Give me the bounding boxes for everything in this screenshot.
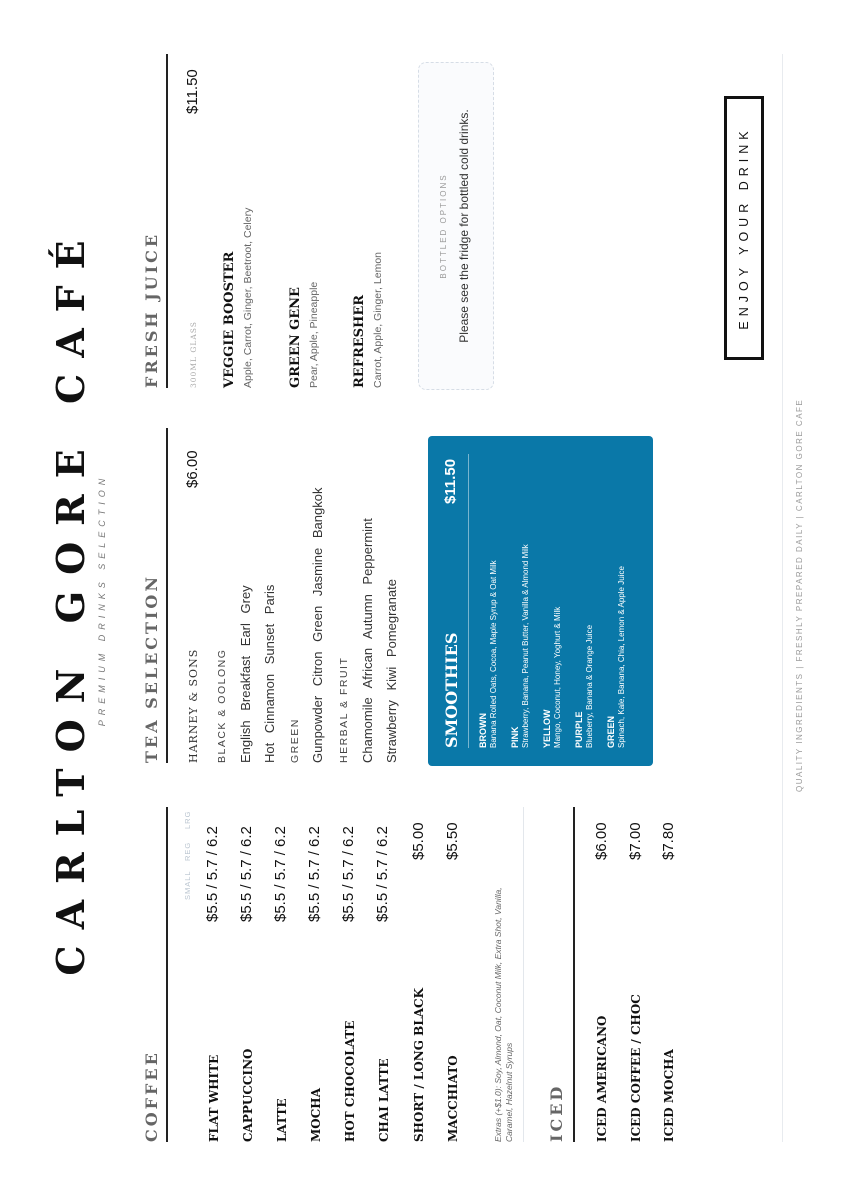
coffee-single-name: SHORT / LONG BLACK (412, 987, 426, 1142)
tea-category-items: Chamomile African Autumn Peppermint (360, 518, 375, 763)
coffee-divider (523, 807, 524, 1142)
juice-heading: FRESH JUICE (142, 231, 161, 388)
bottled-options-label: BOTTLED OPTIONS (439, 173, 448, 279)
coffee-extras-line: Caramel, Hazelnut Syrups (504, 1042, 514, 1142)
coffee-single-price: $5.00 (410, 822, 427, 860)
juice-item-ingredients: Carrot, Apple, Ginger, Lemon (372, 252, 384, 388)
juice-item-ingredients: Apple, Carrot, Ginger, Beetroot, Celery (242, 207, 254, 388)
smoothie-ingredients: Spinach, Kale, Banana, Chia, Lemon & Apple Juice (617, 566, 626, 748)
tea-category-label: HERBAL & FRUIT (338, 656, 350, 763)
tea-rule (166, 428, 168, 763)
tea-category-items: English Breakfast Earl Grey (238, 585, 253, 763)
juice-item-ingredients: Pear, Apple, Pineapple (308, 281, 320, 388)
tea-category-items: Gunpowder Citron Green Jasmine Bangkok (310, 487, 325, 763)
iced-item-price: $7.00 (627, 822, 644, 860)
tea-category-items: Hot Cinnamon Sunset Paris (262, 584, 277, 763)
coffee-single-name: MACCHIATO (446, 1055, 460, 1142)
juice-price: $11.50 (184, 69, 201, 114)
smoothies-rule (468, 454, 469, 748)
smoothie-ingredients: Blueberry, Banana & Orange Juice (585, 624, 594, 748)
smoothie-name: YELLOW (542, 709, 552, 748)
bottled-options-text: Please see the fridge for bottled cold drinks. (457, 109, 471, 343)
juice-glass-size: 300ML GLASS (189, 321, 198, 388)
iced-item-name: ICED COFFEE / CHOC (629, 994, 643, 1142)
tea-brand: HARNEY & SONS (187, 648, 200, 763)
smoothie-ingredients: Banana Rolled Oats, Cocoa, Maple Syrup & Oat Milk (489, 560, 498, 748)
juice-item-name: GREEN GENE (288, 287, 303, 388)
smoothies-panel (428, 436, 653, 766)
coffee-item-price: $5.5 / 5.7 / 6.2 (204, 826, 221, 922)
smoothie-ingredients: Mango, Coconut, Honey, Yoghurt & Milk (553, 606, 562, 748)
coffee-item-name: CHAI LATTE (377, 1058, 391, 1142)
smoothies-price: $11.50 (442, 458, 459, 504)
size-label-small: SMALL (183, 870, 192, 900)
coffee-item-name: MOCHA (309, 1088, 323, 1142)
smoothie-name: BROWN (478, 713, 488, 748)
coffee-item-name: FLAT WHITE (207, 1054, 221, 1142)
iced-item-name: ICED AMERICANO (595, 1015, 609, 1142)
coffee-item-price: $5.5 / 5.7 / 6.2 (238, 826, 255, 922)
coffee-item-price: $5.5 / 5.7 / 6.2 (374, 826, 391, 922)
smoothie-name: PURPLE (574, 711, 584, 748)
coffee-item-price: $5.5 / 5.7 / 6.2 (306, 826, 323, 922)
smoothie-name: GREEN (606, 715, 616, 748)
smoothies-heading: SMOOTHIES (442, 632, 461, 748)
coffee-item-price: $5.5 / 5.7 / 6.2 (340, 826, 357, 922)
size-label-reg: REG (183, 841, 192, 861)
enjoy-your-drink-badge: ENJOY YOUR DRINK (724, 96, 764, 360)
page-title: CARLTON GORE CAFÉ (48, 224, 93, 976)
juice-item-name: REFRESHER (352, 294, 367, 388)
juice-rule (166, 54, 168, 388)
iced-item-price: $6.00 (593, 822, 610, 860)
iced-heading: ICED (547, 1083, 566, 1142)
tea-category-label: GREEN (289, 718, 301, 763)
bottled-options-box (418, 62, 494, 390)
tea-price: $6.00 (184, 450, 201, 488)
coffee-heading: COFFEE (142, 1050, 161, 1142)
tea-category-label: BLACK & OOLONG (216, 648, 228, 763)
smoothie-ingredients: Strawberry, Banana, Peanut Butter, Vanilla & Almond Milk (521, 544, 530, 748)
tea-category-items: Strawberry Kiwi Pomegranate (384, 579, 399, 763)
footer-divider (782, 54, 783, 1142)
size-label-lrg: LRG (183, 810, 192, 829)
coffee-item-name: CAPPUCCINO (241, 1048, 255, 1142)
coffee-item-name: HOT CHOCOLATE (343, 1020, 357, 1142)
coffee-extras-line: Extras (+$1.0): Soy, Almond, Oat, Coconut Milk, Extra Shot, Vanilla, (493, 887, 503, 1142)
iced-item-name: ICED MOCHA (662, 1049, 676, 1142)
footer-text: QUALITY INGREDIENTS | FRESHLY PREPARED DAILY | CARLTON GORE CAFE (795, 398, 804, 792)
coffee-rule (166, 807, 168, 1142)
tea-heading: TEA SELECTION (142, 574, 161, 763)
coffee-item-price: $5.5 / 5.7 / 6.2 (272, 826, 289, 922)
iced-item-price: $7.80 (660, 822, 677, 860)
juice-item-name: VEGGIE BOOSTER (222, 251, 237, 388)
coffee-single-price: $5.50 (444, 822, 461, 860)
iced-rule (573, 807, 575, 1142)
smoothie-name: PINK (510, 726, 520, 748)
page-subtitle: PREMIUM DRINKS SELECTION (97, 473, 107, 727)
coffee-item-name: LATTE (275, 1098, 289, 1142)
